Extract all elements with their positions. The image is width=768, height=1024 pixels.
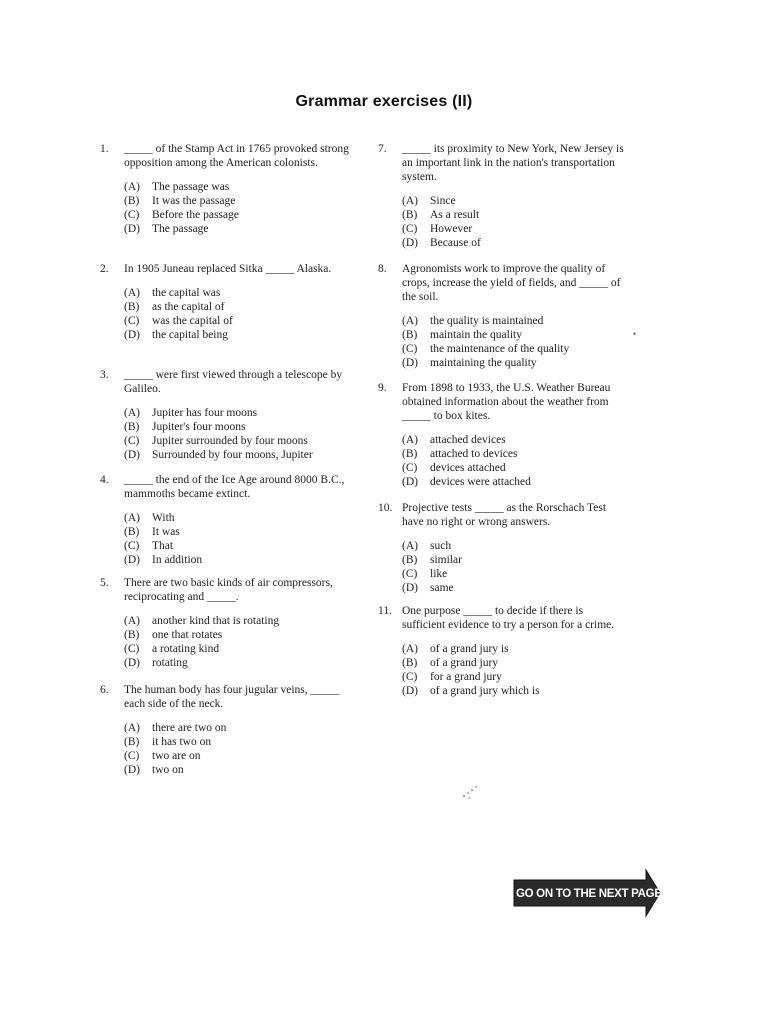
question-number: 8.: [378, 263, 387, 275]
question-8: [378, 262, 628, 370]
answer-option[interactable]: [402, 581, 628, 595]
option-letter: (A): [124, 615, 140, 627]
option-letter: (D): [124, 657, 140, 669]
option-text: maintain the quality: [430, 329, 522, 341]
answer-option[interactable]: [124, 300, 362, 314]
answer-option[interactable]: [402, 194, 628, 208]
option-letter: (D): [124, 223, 140, 235]
answer-option[interactable]: [124, 656, 362, 670]
answer-option[interactable]: [402, 222, 628, 236]
option-letter: (A): [124, 287, 140, 299]
answer-options: [124, 406, 362, 462]
option-text: same: [430, 582, 454, 594]
option-letter: (C): [402, 223, 418, 235]
question-text: _____ were first viewed through a telescope by Galileo.: [124, 369, 343, 395]
answer-option[interactable]: [124, 194, 362, 208]
option-letter: (D): [124, 764, 140, 776]
question-number: 4.: [100, 474, 109, 486]
answer-option[interactable]: [124, 448, 362, 462]
option-text: similar: [430, 554, 462, 566]
option-letter: (C): [124, 750, 140, 762]
option-letter: (C): [124, 435, 140, 447]
answer-option[interactable]: [124, 208, 362, 222]
question-text: Agronomists work to improve the quality of crops, increase the yield of fields, and _____ of the soil.: [402, 263, 621, 303]
question-text: _____ its proximity to New York, New Jersey is an important link in the nation's transportation system.: [402, 143, 624, 183]
option-letter: (A): [402, 195, 418, 207]
option-text: like: [430, 568, 448, 580]
answer-option[interactable]: [124, 642, 362, 656]
option-text: such: [430, 540, 452, 552]
option-letter: (D): [124, 329, 140, 341]
option-text: Jupiter surrounded by four moons: [152, 435, 308, 447]
scan-speck: •: [633, 329, 637, 339]
option-text: rotating: [152, 657, 188, 669]
answer-options: [402, 539, 628, 595]
option-text: two are on: [152, 750, 201, 762]
answer-options: [402, 194, 628, 250]
answer-option[interactable]: [402, 314, 628, 328]
answer-option[interactable]: [402, 433, 628, 447]
answer-option[interactable]: [402, 356, 628, 370]
option-letter: (D): [402, 357, 418, 369]
option-letter: (C): [124, 315, 140, 327]
option-text: With: [152, 512, 175, 524]
answer-option[interactable]: [124, 721, 362, 735]
answer-options: [124, 614, 362, 670]
question-text: _____ of the Stamp Act in 1765 provoked strong opposition among the American colonists.: [124, 143, 349, 169]
option-letter: (C): [402, 343, 418, 355]
option-text: In addition: [152, 554, 203, 566]
question-text: In 1905 Juneau replaced Sitka _____ Alaska.: [124, 263, 332, 275]
answer-option[interactable]: [124, 314, 362, 328]
answer-option[interactable]: [402, 447, 628, 461]
answer-option[interactable]: [124, 328, 362, 342]
question-text: There are two basic kinds of air compressors, reciprocating and _____.: [124, 577, 333, 603]
option-letter: (B): [124, 195, 140, 207]
answer-option[interactable]: [402, 553, 628, 567]
option-letter: (B): [402, 657, 418, 669]
option-text: As a result: [430, 209, 480, 221]
answer-option[interactable]: [124, 735, 362, 749]
option-text: of a grand jury: [430, 657, 499, 669]
answer-options: [402, 314, 628, 370]
answer-option[interactable]: [124, 286, 362, 300]
answer-option[interactable]: [124, 749, 362, 763]
question-number: 6.: [100, 684, 109, 696]
option-letter: (B): [124, 526, 140, 538]
option-letter: (A): [402, 643, 418, 655]
answer-options: [124, 511, 362, 567]
question-number: 3.: [100, 369, 109, 381]
answer-option[interactable]: [402, 642, 628, 656]
question-6: [100, 683, 362, 777]
option-text: Jupiter has four moons: [152, 407, 258, 419]
option-text: That: [152, 540, 174, 552]
option-letter: (B): [124, 736, 140, 748]
option-letter: (A): [124, 181, 140, 193]
option-text: it has two on: [152, 736, 212, 748]
option-text: one that rotates: [152, 629, 223, 641]
option-letter: (A): [402, 540, 418, 552]
answer-option[interactable]: [124, 180, 362, 194]
option-text: as the capital of: [152, 301, 225, 313]
answer-option[interactable]: [402, 328, 628, 342]
answer-options: [124, 721, 362, 777]
answer-option[interactable]: [124, 511, 362, 525]
question-5: [100, 576, 362, 670]
option-text: attached to devices: [430, 448, 518, 460]
option-text: the capital was: [152, 287, 221, 299]
question-4: [100, 473, 362, 567]
question-text: From 1898 to 1933, the U.S. Weather Bureau obtained information about the weather from _____ to box kites.: [402, 382, 611, 422]
answer-option[interactable]: [402, 656, 628, 670]
option-letter: (A): [124, 512, 140, 524]
answer-option[interactable]: [402, 539, 628, 553]
option-text: maintaining the quality: [430, 357, 537, 369]
question-7: [378, 142, 628, 250]
next-page-label[interactable]: GO ON TO THE NEXT PAGE: [516, 888, 662, 900]
answer-option[interactable]: [402, 236, 628, 250]
option-letter: (D): [124, 554, 140, 566]
option-letter: (B): [124, 421, 140, 433]
option-letter: (A): [124, 722, 140, 734]
answer-option[interactable]: [124, 539, 362, 553]
option-text: Jupiter's four moons: [152, 421, 246, 433]
answer-option[interactable]: [402, 208, 628, 222]
answer-options: [124, 180, 362, 236]
answer-option[interactable]: [124, 553, 362, 567]
option-text: there are two on: [152, 722, 227, 734]
option-letter: (D): [402, 476, 418, 488]
option-letter: (A): [124, 407, 140, 419]
option-letter: (B): [402, 209, 418, 221]
option-letter: (B): [124, 301, 140, 313]
question-number: 7.: [378, 143, 387, 155]
question-number: 2.: [100, 263, 109, 275]
answer-option[interactable]: [124, 763, 362, 777]
option-text: Before the passage: [152, 209, 239, 221]
option-text: the capital being: [152, 329, 228, 341]
question-3: [100, 368, 362, 462]
option-text: devices were attached: [430, 476, 531, 488]
answer-options: [402, 642, 628, 698]
answer-option[interactable]: [402, 670, 628, 684]
option-text: devices attached: [430, 462, 506, 474]
option-letter: (B): [402, 448, 418, 460]
option-letter: (A): [402, 315, 418, 327]
option-letter: (C): [402, 568, 418, 580]
question-number: 9.: [378, 382, 387, 394]
answer-option[interactable]: [124, 406, 362, 420]
option-text: a rotating kind: [152, 643, 220, 655]
question-2: [100, 262, 362, 342]
answer-option[interactable]: [402, 567, 628, 581]
question-number: 11.: [378, 605, 392, 617]
option-text: The passage was: [152, 181, 230, 193]
answer-option[interactable]: [402, 461, 628, 475]
option-letter: (B): [402, 554, 418, 566]
option-letter: (A): [402, 434, 418, 446]
option-text: the maintenance of the quality: [430, 343, 570, 355]
scan-dots: [458, 784, 482, 802]
answer-option[interactable]: [124, 434, 362, 448]
option-text: Since: [430, 195, 456, 207]
option-letter: (C): [124, 209, 140, 221]
option-text: of a grand jury is: [430, 643, 509, 655]
option-text: two on: [152, 764, 184, 776]
question-text: Projective tests _____ as the Rorschach Test have no right or wrong answers.: [402, 502, 607, 528]
option-letter: (B): [402, 329, 418, 341]
question-text: _____ the end of the Ice Age around 8000 B.C., mammoths became extinct.: [124, 474, 345, 500]
answer-option[interactable]: [402, 475, 628, 489]
question-9: [378, 381, 628, 489]
question-number: 5.: [100, 577, 109, 589]
option-text: The passage: [152, 223, 209, 235]
option-letter: (C): [124, 540, 140, 552]
option-letter: (D): [402, 582, 418, 594]
page-title: Grammar exercises (II): [295, 93, 473, 110]
option-text: attached devices: [430, 434, 506, 446]
option-text: of a grand jury which is: [430, 685, 540, 697]
answer-option[interactable]: [124, 525, 362, 539]
answer-options: [124, 286, 362, 342]
answer-option[interactable]: [124, 420, 362, 434]
option-text: It was: [152, 526, 180, 538]
option-letter: (C): [402, 462, 418, 474]
option-text: the quality is maintained: [430, 315, 544, 327]
option-letter: (D): [402, 685, 418, 697]
option-letter: (D): [124, 449, 140, 461]
answer-options: [402, 433, 628, 489]
option-letter: (C): [402, 671, 418, 683]
question-number: 1.: [100, 143, 109, 155]
question-text: The human body has four jugular veins, _____ each side of the neck.: [124, 684, 340, 710]
option-text: It was the passage: [152, 195, 236, 207]
question-1: [100, 142, 362, 236]
option-text: was the capital of: [152, 315, 233, 327]
option-letter: (C): [124, 643, 140, 655]
answer-option[interactable]: [124, 614, 362, 628]
option-text: However: [430, 223, 473, 235]
answer-option[interactable]: [402, 342, 628, 356]
question-11: [378, 604, 628, 698]
option-text: another kind that is rotating: [152, 615, 280, 627]
option-letter: (D): [402, 237, 418, 249]
answer-option[interactable]: [124, 628, 362, 642]
option-letter: (B): [124, 629, 140, 641]
option-text: Because of: [430, 237, 481, 249]
question-number: 10.: [378, 502, 393, 514]
option-text: Surrounded by four moons, Jupiter: [152, 449, 313, 461]
question-text: One purpose _____ to decide if there is sufficient evidence to try a person for a crime.: [402, 605, 615, 631]
answer-option[interactable]: [124, 222, 362, 236]
answer-option[interactable]: [402, 684, 628, 698]
question-10: [378, 501, 628, 595]
option-text: for a grand jury: [430, 671, 502, 683]
